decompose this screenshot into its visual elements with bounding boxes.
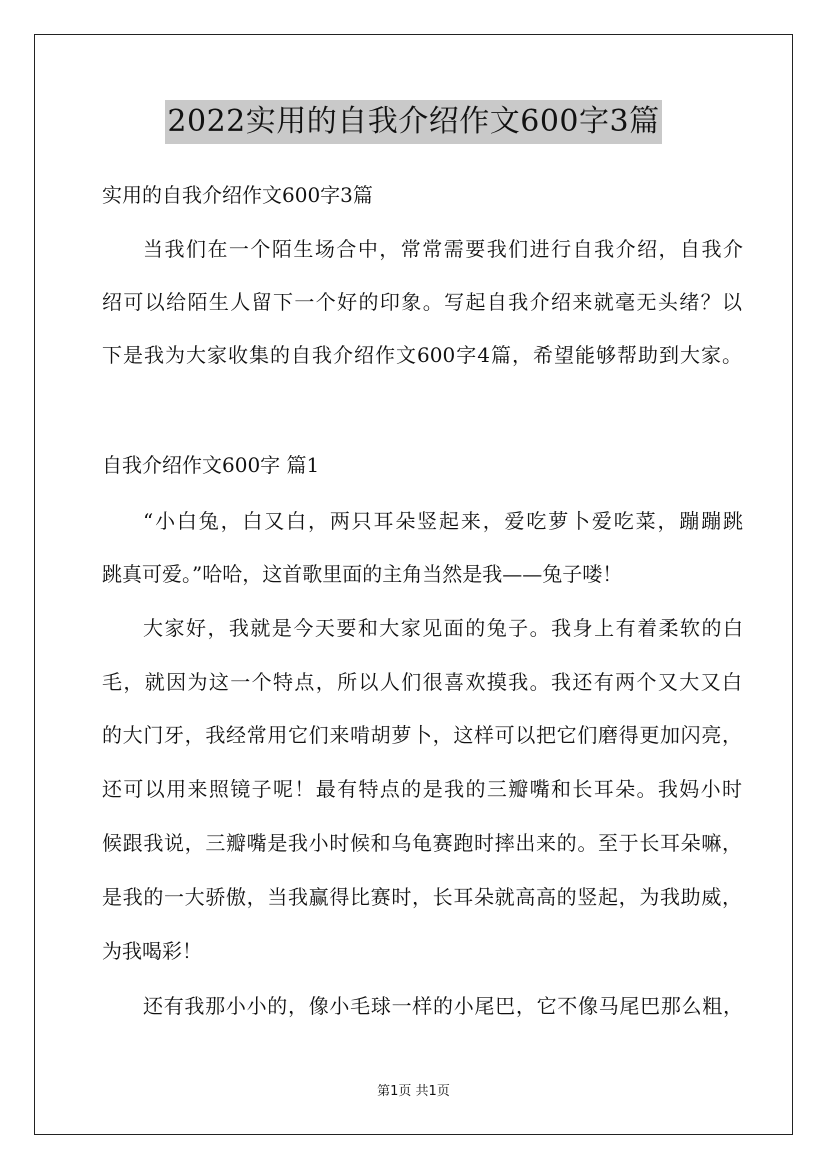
paragraph-line: 绍可以给陌生人留下一个好的印象。写起自我介绍来就毫无头绪？以 bbox=[102, 290, 742, 314]
paragraph-line: 大家好，我就是今天要和大家见面的兔子。我身上有着柔软的白 bbox=[143, 616, 743, 640]
paragraph-line: 还可以用来照镜子呢！最有特点的是我的三瓣嘴和长耳朵。我妈小时 bbox=[102, 777, 742, 801]
paragraph-line: 毛，就因为这一个特点，所以人们很喜欢摸我。我还有两个又大又白 bbox=[102, 670, 742, 694]
paragraph-line: 为我喝彩！ bbox=[102, 939, 202, 963]
title-block bbox=[0, 100, 827, 144]
subtitle-line: 实用的自我介绍作文600字3篇 bbox=[102, 183, 373, 207]
paragraph-line: 当我们在一个陌生场合中，常常需要我们进行自我介绍，自我介 bbox=[143, 237, 743, 261]
paragraph-line: 的大门牙，我经常用它们来啃胡萝卜，这样可以把它们磨得更加闪亮， bbox=[102, 723, 742, 747]
page-footer: 第1页 共1页 bbox=[377, 1084, 450, 1099]
document-title: 2022实用的自我介绍作文600字3篇 bbox=[165, 100, 661, 144]
paragraph-line: 候跟我说，三瓣嘴是我小时候和乌龟赛跑时摔出来的。至于长耳朵嘛， bbox=[102, 831, 742, 855]
paragraph-line: 下是我为大家收集的自我介绍作文600字4篇，希望能够帮助到大家。 bbox=[102, 343, 742, 367]
paragraph-line: 跳真可爱。”哈哈，这首歌里面的主角当然是我——兔子喽！ bbox=[102, 562, 623, 586]
paragraph-line: “小白兔，白又白，两只耳朵竖起来，爱吃萝卜爱吃菜，蹦蹦跳 bbox=[143, 509, 743, 533]
section-heading: 自我介绍作文600字 篇1 bbox=[102, 453, 320, 477]
paragraph-line: 还有我那小小的，像小毛球一样的小尾巴，它不像马尾巴那么粗， bbox=[143, 994, 743, 1018]
paragraph-line: 是我的一大骄傲，当我赢得比赛时，长耳朵就高高的竖起，为我助威， bbox=[102, 885, 742, 909]
